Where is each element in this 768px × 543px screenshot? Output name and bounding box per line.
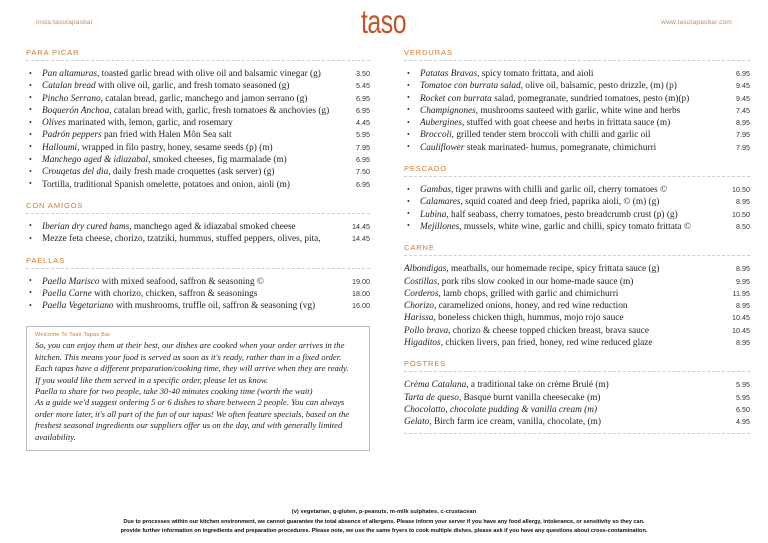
menu-item-description [404,392,716,404]
menu-item-description [42,300,336,312]
menu-item-name: Chorizo [404,301,434,312]
section-divider [404,371,750,372]
menu-item-price: 14.45 [352,221,370,231]
menu-item-name: Patatas Bravas [420,69,478,79]
menu-item-price: 14.45 [352,234,370,244]
menu-item-name: Padrón peppers [42,130,102,141]
menu-item-description [404,288,716,300]
menu-item-name: Paella Vegetariano [42,301,114,312]
menu-item-price: 18.00 [352,288,370,298]
menu-item-description [404,325,716,337]
menu-item-price: 8.95 [736,264,750,274]
menu-item-price: 6.95 [356,179,370,189]
menu-item [26,142,370,154]
menu-item [404,209,750,221]
section-divider [404,60,750,61]
menu-item-price: 6.95 [736,69,750,78]
menu-item-name: Chocolatto, chocolate pudding & vanilla cream (m) [404,404,598,415]
menu-item-name: Corderos [404,288,439,299]
menu-item-name: Tomatoe con burrata salad [420,81,521,92]
welcome-note-line: As a guide we'd suggest ordering 5 or 6 dishes to share between 2 people. You can always [35,397,345,408]
menu-item-name: Crèma Catalana [404,380,467,391]
menu-item-price: 6.50 [736,404,750,414]
menu-item [26,288,370,300]
menu-item-price: 7.50 [356,167,370,177]
menu-item [404,93,750,105]
section-title: PESCADO [404,164,447,174]
menu-item-price: 10.45 [732,313,750,323]
menu-item [404,325,750,337]
menu-section-verduras [404,48,750,154]
menu-item-list [26,68,370,191]
menu-item-name: Pollo brava [404,325,449,336]
menu-item-name: Champignones [420,105,476,116]
menu-item [26,300,370,312]
menu-item-detail: , meatballs, our homemade recipe, spicy frittata sauce (g) [446,264,660,275]
menu-item [26,80,370,92]
menu-item-price: 7.95 [356,142,370,152]
welcome-note-line: If you would like them served in a specific order, please let us know. [35,374,269,385]
section-divider [404,433,750,434]
menu-item-name: Crouqetas del dia [42,167,109,178]
menu-item-description [42,117,336,129]
menu-item [404,184,750,196]
menu-item-detail: , toasted garlic bread with olive oil and balsamic vinegar (g) [97,69,321,79]
section-divider [404,255,750,256]
welcome-note-title: Welcome To Taso Tapas Bar [35,332,111,339]
menu-item-detail: with chorizo, chicken, saffron & seasonings [91,288,258,299]
menu-item-description [42,93,336,105]
allergen-disclaimer-line-2: provide further information on ingredients and preparation procedures. Please note, we use the same fryers to cook multiple dishes, please ask if you have any questions about cross-contamination. [120,527,648,534]
menu-item-detail: , Birch farm ice cream, vanilla, chocolate, (m) [429,417,601,428]
allergen-disclaimer-line-1: Due to processes within our kitchen environment, we cannot guarantee the total absence of allergens. Please inform your server if you have any food allergy, intolerance, or sensitivity so they can. [123,519,645,525]
menu-item-detail: , boneless chicken thigh, hummus, mojo rojo sauce [433,313,624,324]
menu-item [404,117,750,129]
menu-item [404,392,750,404]
menu-item-name: Calamares [420,197,461,208]
menu-item-detail: , stuffed with goat cheese and herbs in frittata sauce (m) [462,118,671,129]
menu-item-description [404,379,716,391]
menu-item-price: 11.95 [732,288,750,298]
menu-item-detail: , olive oil, balsamic, pesto drizzle, (m) (p) [520,81,677,92]
menu-item-price: 8.95 [736,197,750,207]
website-url: www.tasotapasbar.com [661,19,733,26]
menu-section-con-amigos [26,201,370,246]
menu-item-description [42,179,336,191]
menu-item-price: 8.50 [736,221,750,231]
menu-item-name: Broccoli [420,130,452,141]
menu-item-price: 4.95 [736,417,750,427]
menu-item-detail: , smoked cheeses, fig marmalade (m) [148,155,287,166]
menu-item-name: Pincho Serrano [42,93,101,104]
menu-section-pescado [404,164,750,233]
menu-item-detail: , chicken livers, pan fried, honey, red wine reduced glaze [440,338,653,349]
section-title: POSTRES [404,359,447,369]
welcome-note-line: order more later, it's all part of the fun of our tapas! We often feature specials, based on the [35,408,350,419]
menu-item-description [404,404,716,416]
instagram-handle: Insta:tasotapasbar [36,19,94,26]
menu-item [404,142,750,154]
menu-item-list [404,184,750,233]
page-header [0,0,768,41]
menu-item [26,154,370,166]
menu-item [26,117,370,129]
menu-item-description [420,68,716,80]
menu-item-detail: with olive oil, garlic, and fresh tomato seasoned (g) [95,81,290,92]
menu-columns [0,34,768,451]
menu-item-name: Pan altamuras [42,69,98,79]
menu-item-price: 7.95 [736,142,750,152]
menu-item-price: 8.95 [736,301,750,311]
menu-item-description [420,105,716,117]
section-title: PAELLAS [26,255,66,265]
menu-item-name: Boquerón Anchoa [42,105,110,116]
menu-item-price: 5.45 [356,81,370,91]
menu-item-name: Catalan bread [42,81,96,92]
right-column [396,38,768,451]
menu-item-description [420,184,716,196]
menu-item-detail: , catalan bread with, garlic, fresh tomatoes & anchovies (g) [109,105,330,116]
menu-item-price: 7.45 [736,105,750,115]
menu-item-description [42,276,336,288]
menu-item-detail: , pork ribs slow cooked in our home-made sauce (m) [437,276,634,287]
menu-item-description [404,337,716,349]
menu-item-price: 10.45 [732,325,750,335]
page-footer [0,509,768,535]
menu-item-detail: marinated with, lemon, garlic, and rosemary [65,118,233,129]
menu-item [404,129,750,141]
welcome-note-line: kitchen. This means your food is served as soon as it's ready, rather than in a fixed order. [35,351,342,362]
menu-item-name: Aubergines [420,118,462,129]
welcome-note-box [26,326,370,451]
menu-item-description [42,80,336,92]
section-divider [26,213,370,214]
welcome-note-body [35,340,361,443]
menu-section-para-picar [26,48,370,191]
menu-item [404,263,750,275]
menu-item-list [404,379,750,428]
menu-item-price: 5.95 [736,380,750,390]
menu-item-description [420,196,716,208]
menu-item-description [420,209,716,221]
menu-item-description [420,117,716,129]
menu-item [404,312,750,324]
menu-item-name: Paella Carne [42,288,92,299]
menu-item-detail: , wrapped in filo pastry, honey, sesame seeds (p) (m) [77,142,273,153]
menu-item-name: Olives [42,118,66,129]
menu-item-detail: , manchego aged & idiazabal smoked cheese [129,221,296,232]
menu-item [404,105,750,117]
menu-item-name: Albondigas [404,264,447,275]
menu-item-detail: Mezze feta cheese, chorizo, tzatziki, hummus, stuffed peppers, olives, pita, [42,234,321,245]
menu-item-detail: , squid coated and deep fried, paprika aioli, © (m) (g) [460,197,660,208]
menu-item [404,404,750,416]
menu-item-description [404,312,716,324]
menu-item-detail: steak marinated- humus, pomegranate, chimichurri [464,142,657,153]
menu-item-price: 6.95 [356,105,370,115]
menu-item-price: 10.50 [732,185,750,195]
menu-item-name: Tarta de queso [404,392,459,403]
menu-item-description [420,93,716,105]
menu-item-list [404,68,750,154]
section-divider [404,176,750,177]
menu-item-list [404,263,750,349]
menu-item-detail: , grilled tender stem broccoli with chilli and garlic oil [451,130,651,141]
menu-item-description [42,166,336,178]
menu-section-paellas [26,256,370,313]
menu-item-price: 19.00 [352,276,370,286]
menu-item-list [26,221,370,246]
menu-item-price: 3.50 [356,69,370,78]
menu-item-detail: , catalan bread, garlic, manchego and jamon serrano (g) [100,93,308,104]
menu-item-price: 9.45 [736,81,750,91]
menu-item-price: 9.45 [736,93,750,103]
menu-item-name: Higaditos [404,338,441,349]
menu-item-detail: , lamb chops, grilled with garlic and chimichurri [438,288,619,299]
menu-item-description [404,276,716,288]
menu-item-price: 6.95 [356,93,370,103]
section-divider [26,60,370,61]
menu-item-name: Halloumi [42,142,78,153]
menu-item [26,129,370,141]
section-title: CON AMIGOS [26,200,84,210]
menu-item [404,80,750,92]
menu-item-name: Manchego aged & idiazabal [42,155,149,166]
menu-item-detail: , mussels, white wine, garlic and chilli, spicy tomato frittata © [459,221,691,232]
menu-item-name: Costillas [404,276,438,287]
menu-item [26,179,370,191]
menu-item-price: 8.95 [736,118,750,128]
menu-item [404,221,750,233]
menu-item-detail: , chorizo & cheese topped chicken breast, brava sauce [448,325,649,336]
menu-item [404,276,750,288]
menu-item-detail: , a traditional take on crème Brulé (m) [466,380,609,391]
menu-item-description [404,263,716,275]
menu-item-price: 16.00 [352,301,370,311]
menu-item [26,105,370,117]
welcome-note-line: Each tapas have a different preparation/cooking time, they will arrive when they are ready. [35,363,349,374]
menu-item-price: 5.95 [736,392,750,402]
menu-item-description [42,129,336,141]
menu-item-detail: , daily fresh made croquettes (ask server) (g) [108,167,275,178]
menu-item-name: Iberian dry cured hams [42,221,130,232]
menu-item [26,166,370,178]
menu-item-name: Gelato [404,417,430,428]
welcome-note-line: So, you can enjoy them at their best, our dishes are cooked when your order arrives in the [35,340,345,351]
menu-item-price: 6.95 [356,155,370,165]
menu-item-detail: with mushrooms, truffle oil, saffron & seasoning (vg) [113,301,316,312]
menu-item-detail: with mixed seafood, saffron & seasoning © [99,276,264,287]
menu-item-name: Rocket con burrata [420,93,492,104]
menu-item-description [404,300,716,312]
menu-item-detail: , half seabass, cherry tomatoes, pesto breadcrumb crust (p) (g) [446,209,678,220]
menu-item-detail: , Basque burnt vanilla cheesecake (m) [458,392,601,403]
menu-item-name: Cauliflower [420,142,465,153]
menu-item-description [420,80,716,92]
allergen-legend: (v) vegetarian, g-gluten, p-peanuts, m-milk sulphates, c-crustacean [291,509,477,515]
menu-item [26,221,370,233]
menu-item [26,93,370,105]
menu-section-postres [404,359,750,433]
menu-item [26,233,370,245]
menu-item-name: Harissa [404,313,434,324]
menu-item-detail: salad, pomegranate, sundried tomatoes, pesto (m)(p) [491,93,690,104]
section-title: VERDURAS [404,48,453,57]
menu-item-description [42,221,336,233]
menu-item-name: Lubina [420,209,447,220]
menu-item-name: Mejillones [420,221,460,232]
menu-item-description [420,221,716,233]
menu-item [404,288,750,300]
menu-item [404,196,750,208]
welcome-note-line: availability. [35,431,76,442]
menu-item-detail: pan fried with Halen Môn Sea salt [101,130,232,141]
menu-item [26,276,370,288]
restaurant-logo: taso [361,3,407,41]
menu-item-price: 4.45 [356,118,370,128]
menu-item-detail: , caramelized onions, honey, and red wine reduction [433,301,628,312]
menu-item [404,300,750,312]
section-title: PARA PICAR [26,48,80,57]
menu-item-description [42,142,336,154]
menu-item-description [420,142,716,154]
menu-item [404,337,750,349]
section-title: CARNE [404,243,435,253]
left-column [0,38,396,451]
menu-item-name: Paella Marisco [42,276,100,287]
menu-item-detail: , spicy tomato frittata, and aioli [477,69,594,79]
menu-item-detail: , mushrooms sauteed with garlic, white wine and herbs [475,105,681,116]
menu-item-list [26,276,370,313]
menu-item-price: 8.95 [736,338,750,348]
menu-item-price: 10.50 [732,209,750,219]
menu-item-description [404,416,716,428]
menu-item [404,379,750,391]
menu-item-name: Gambas [420,185,451,196]
menu-item-description [42,105,336,117]
menu-item [26,68,370,80]
menu-item-description [42,288,336,300]
menu-item-detail: Tortilla, traditional Spanish omelette, potatoes and onion, aioli (m) [42,179,290,190]
menu-item-detail: , tiger prawns with chilli and garlic oil, cherry tomatoes © [451,185,668,196]
menu-item-description [42,233,336,245]
welcome-note-line: freshest seasonal ingredients our suppliers offer us on the day, and with generally limited [35,420,343,431]
menu-item-price: 9.95 [736,276,750,286]
section-divider [26,268,370,269]
menu-section-carne [404,243,750,349]
welcome-note-line: Paella to share for two people, take 30-40 minutes cooking time (worth the wait) [35,386,313,397]
menu-item [404,416,750,428]
menu-item-description [42,68,336,80]
menu-item-price: 5.95 [356,130,370,140]
menu-item-description [420,129,716,141]
menu-item-price: 7.95 [736,130,750,140]
menu-item-description [42,154,336,166]
menu-item [404,68,750,80]
